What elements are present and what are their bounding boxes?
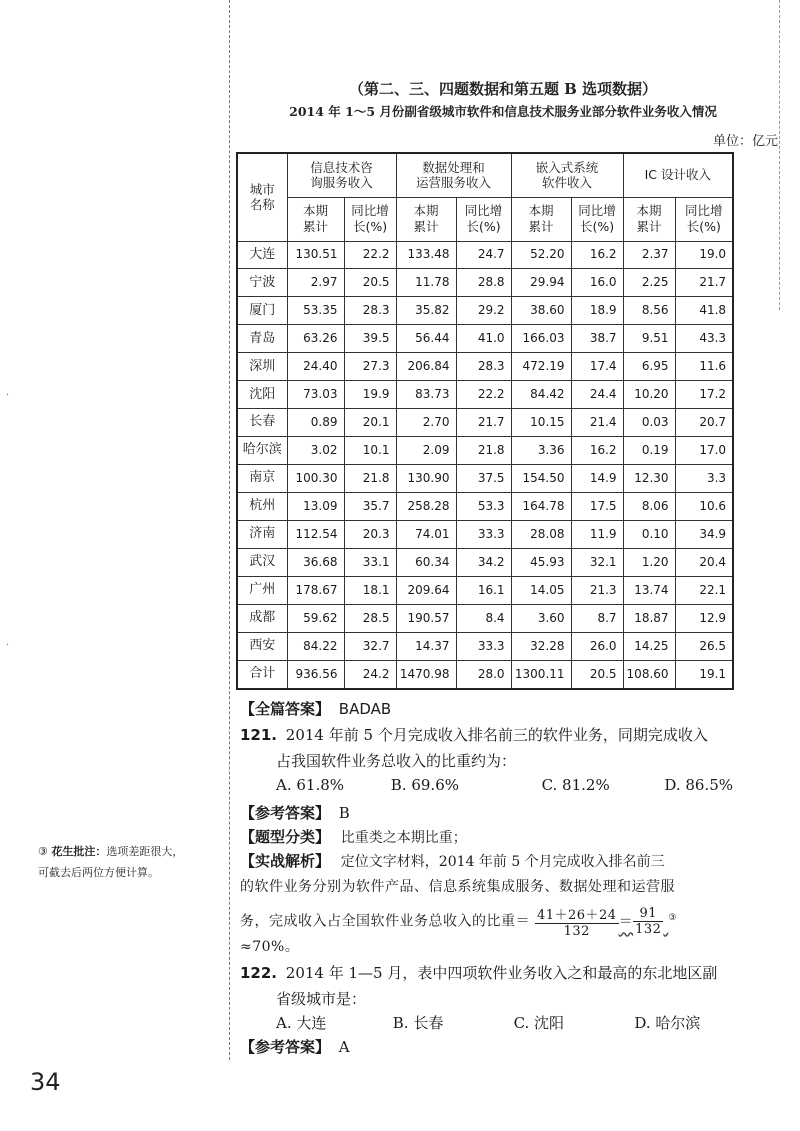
table-row xyxy=(237,604,733,632)
q121-number: 121. xyxy=(240,726,278,744)
cumulative-cell: 936.56 xyxy=(287,660,344,689)
cumulative-cell: 10.15 xyxy=(511,409,571,437)
city-cell: 宁波 xyxy=(237,269,287,297)
table-row xyxy=(237,492,733,520)
yoy-header: 同比增 长(%) xyxy=(571,197,623,241)
cumulative-cell: 3.02 xyxy=(287,437,344,465)
table-row xyxy=(237,381,733,409)
yoy-cell: 11.6 xyxy=(675,353,733,381)
yoy-cell: 26.5 xyxy=(675,632,733,660)
yoy-cell: 28.8 xyxy=(456,269,511,297)
yoy-cell: 27.3 xyxy=(344,353,396,381)
q122-option-b: B. 长春 xyxy=(392,1014,444,1032)
cumulative-cell: 14.25 xyxy=(623,632,675,660)
q121-option-c: C. 81.2% xyxy=(541,776,610,794)
cumulative-cell: 45.93 xyxy=(511,548,571,576)
yoy-cell: 39.5 xyxy=(344,325,396,353)
city-cell: 广州 xyxy=(237,576,287,604)
yoy-cell: 17.0 xyxy=(675,437,733,465)
yoy-header: 同比增 长(%) xyxy=(456,197,511,241)
yoy-cell: 24.7 xyxy=(456,241,511,269)
cumulative-cell: 6.95 xyxy=(623,353,675,381)
table-row xyxy=(237,520,733,548)
yoy-cell: 34.9 xyxy=(675,520,733,548)
q121-stem-line1: 2014 年前 5 个月完成收入排名前三的软件业务，同期完成收入 xyxy=(285,726,708,744)
yoy-cell: 16.2 xyxy=(571,241,623,269)
cumulative-cell: 8.56 xyxy=(623,297,675,325)
cumulative-cell: 472.19 xyxy=(511,353,571,381)
cumulative-cell: 18.87 xyxy=(623,604,675,632)
yoy-cell: 20.1 xyxy=(344,409,396,437)
cumulative-cell: 12.30 xyxy=(623,465,675,493)
yoy-cell: 26.0 xyxy=(571,632,623,660)
cumulative-cell: 206.84 xyxy=(396,353,456,381)
cumulative-cell: 130.90 xyxy=(396,465,456,493)
q122-number: 122. xyxy=(240,964,278,982)
yoy-cell: 3.3 xyxy=(675,465,733,493)
city-cell: 武汉 xyxy=(237,548,287,576)
cumulative-cell: 108.60 xyxy=(623,660,675,689)
cumulative-cell: 36.68 xyxy=(287,548,344,576)
city-cell: 沈阳 xyxy=(237,381,287,409)
yoy-cell: 32.1 xyxy=(571,548,623,576)
revenue-table xyxy=(236,152,734,690)
yoy-cell: 53.3 xyxy=(456,492,511,520)
yoy-cell: 22.1 xyxy=(675,576,733,604)
yoy-cell: 38.7 xyxy=(571,325,623,353)
table-row xyxy=(237,353,733,381)
table-row xyxy=(237,437,733,465)
cumulative-cell: 60.34 xyxy=(396,548,456,576)
group-header-data-processing: 数据处理和 运营服务收入 xyxy=(396,153,511,197)
cumulative-cell: 190.57 xyxy=(396,604,456,632)
note-reference-marker: ③ xyxy=(668,912,677,923)
yoy-cell: 34.2 xyxy=(456,548,511,576)
yoy-cell: 43.3 xyxy=(675,325,733,353)
cumulative-cell: 154.50 xyxy=(511,465,571,493)
cumulative-cell: 178.67 xyxy=(287,576,344,604)
cumulative-cell: 84.42 xyxy=(511,381,571,409)
yoy-cell: 20.5 xyxy=(571,660,623,689)
side-note xyxy=(38,842,223,884)
cumulative-cell: 0.19 xyxy=(623,437,675,465)
cumulative-cell: 59.62 xyxy=(287,604,344,632)
yoy-cell: 21.3 xyxy=(571,576,623,604)
cumulative-cell: 73.03 xyxy=(287,381,344,409)
fraction-1: $\frac{41+26+24}{132}$ xyxy=(535,904,619,939)
q122-reference-answer: 【参考答案】 A xyxy=(240,1038,350,1056)
yoy-cell: 17.4 xyxy=(571,353,623,381)
table-row xyxy=(237,576,733,604)
cumulative-cell: 133.48 xyxy=(396,241,456,269)
table-row xyxy=(237,660,733,689)
q121-question-type: 【题型分类】 比重类之本期比重； xyxy=(240,828,467,846)
full-answer-value: BADAB xyxy=(338,700,392,718)
sub-header-row xyxy=(237,197,733,241)
cumulative-cell: 258.28 xyxy=(396,492,456,520)
margin-rule xyxy=(229,0,230,1060)
cumulative-cell: 28.08 xyxy=(511,520,571,548)
city-cell: 成都 xyxy=(237,604,287,632)
yoy-cell: 24.4 xyxy=(571,381,623,409)
yoy-cell: 18.9 xyxy=(571,297,623,325)
cumulative-cell: 0.89 xyxy=(287,409,344,437)
cumulative-cell: 53.35 xyxy=(287,297,344,325)
yoy-cell: 22.2 xyxy=(344,241,396,269)
side-note-marker: ③ xyxy=(38,845,48,858)
cumulative-cell: 74.01 xyxy=(396,520,456,548)
table-row xyxy=(237,465,733,493)
yoy-cell: 20.5 xyxy=(344,269,396,297)
city-cell: 厦门 xyxy=(237,297,287,325)
q121-option-a: A. 61.8% xyxy=(276,776,345,794)
yoy-cell: 21.4 xyxy=(571,409,623,437)
group-header-ic-design: IC 设计收入 xyxy=(623,153,733,197)
yoy-cell: 21.7 xyxy=(675,269,733,297)
cumulative-cell: 3.36 xyxy=(511,437,571,465)
cumulative-cell: 0.10 xyxy=(623,520,675,548)
side-note-line2: 可截去后两位方便计算。 xyxy=(38,865,159,879)
q122-option-d: D. 哈尔滨 xyxy=(634,1014,701,1032)
full-answer xyxy=(240,698,391,719)
cumulative-cell: 38.60 xyxy=(511,297,571,325)
group-header-consulting: 信息技术咨 询服务收入 xyxy=(287,153,396,197)
yoy-cell: 19.1 xyxy=(675,660,733,689)
cumulative-cell: 209.64 xyxy=(396,576,456,604)
table-row xyxy=(237,548,733,576)
city-cell: 青岛 xyxy=(237,325,287,353)
unit-label: 单位：亿元 xyxy=(712,134,778,149)
cumulative-cell: 83.73 xyxy=(396,381,456,409)
table-title: 2014 年 1～5 月份副省级城市软件和信息技术服务业部分软件业务收入情况 xyxy=(289,104,717,119)
cumulative-cell: 1470.98 xyxy=(396,660,456,689)
yoy-header: 同比增 长(%) xyxy=(344,197,396,241)
table-body xyxy=(237,241,733,689)
cumulative-cell: 29.94 xyxy=(511,269,571,297)
cumulative-cell: 8.06 xyxy=(623,492,675,520)
cumulative-header: 本期 累计 xyxy=(623,197,675,241)
margin-tick: · xyxy=(6,640,10,651)
q121-option-d: D. 86.5% xyxy=(664,776,734,794)
q121-analysis-line1: 【实战解析】 定位文字材料，2014 年前 5 个月完成收入排名前三 xyxy=(240,852,665,870)
side-note-line1: 选项差距很大， xyxy=(106,845,184,858)
yoy-cell: 28.0 xyxy=(456,660,511,689)
yoy-cell: 29.2 xyxy=(456,297,511,325)
yoy-cell: 10.1 xyxy=(344,437,396,465)
cumulative-cell: 2.25 xyxy=(623,269,675,297)
yoy-cell: 11.9 xyxy=(571,520,623,548)
cumulative-cell: 0.03 xyxy=(623,409,675,437)
yoy-header: 同比增 长(%) xyxy=(675,197,733,241)
yoy-cell: 16.0 xyxy=(571,269,623,297)
cumulative-cell: 56.44 xyxy=(396,325,456,353)
cumulative-cell: 14.37 xyxy=(396,632,456,660)
yoy-cell: 28.5 xyxy=(344,604,396,632)
yoy-cell: 33.1 xyxy=(344,548,396,576)
cumulative-cell: 14.05 xyxy=(511,576,571,604)
yoy-cell: 19.0 xyxy=(675,241,733,269)
yoy-cell: 20.3 xyxy=(344,520,396,548)
cumulative-cell: 1300.11 xyxy=(511,660,571,689)
q122-stem xyxy=(240,962,717,983)
cumulative-cell: 2.70 xyxy=(396,409,456,437)
fraction-2: $\frac{91}{132}$ xyxy=(635,906,662,937)
yoy-cell: 32.7 xyxy=(344,632,396,660)
city-cell: 杭州 xyxy=(237,492,287,520)
table-row xyxy=(237,297,733,325)
yoy-cell: 24.2 xyxy=(344,660,396,689)
margin-tick: · xyxy=(6,390,10,401)
cumulative-cell: 2.97 xyxy=(287,269,344,297)
cumulative-header: 本期 累计 xyxy=(511,197,571,241)
yoy-cell: 18.1 xyxy=(344,576,396,604)
yoy-cell: 41.0 xyxy=(456,325,511,353)
table-row xyxy=(237,241,733,269)
city-cell: 长春 xyxy=(237,409,287,437)
table-row xyxy=(237,325,733,353)
yoy-cell: 41.8 xyxy=(675,297,733,325)
yoy-cell: 10.6 xyxy=(675,492,733,520)
cumulative-cell: 2.37 xyxy=(623,241,675,269)
yoy-cell: 8.7 xyxy=(571,604,623,632)
q121-formula: $\frac{41+26+24}{132}$ ＝ $\frac{91}{132}$ xyxy=(536,906,662,939)
corner-header: 城市 名称 xyxy=(237,153,287,241)
cumulative-cell: 35.82 xyxy=(396,297,456,325)
yoy-cell: 33.3 xyxy=(456,520,511,548)
right-margin-rule xyxy=(779,0,780,310)
cumulative-cell: 1.20 xyxy=(623,548,675,576)
q122-stem-line2: 省级城市是： xyxy=(276,990,367,1008)
q121-reference-answer: 【参考答案】 B xyxy=(240,804,350,822)
yoy-cell: 37.5 xyxy=(456,465,511,493)
cumulative-cell: 84.22 xyxy=(287,632,344,660)
city-cell: 深圳 xyxy=(237,353,287,381)
yoy-cell: 20.7 xyxy=(675,409,733,437)
q121-stem-line2: 占我国软件业务总收入的比重约为： xyxy=(276,752,517,770)
cumulative-cell: 63.26 xyxy=(287,325,344,353)
cumulative-cell: 52.20 xyxy=(511,241,571,269)
yoy-cell: 16.1 xyxy=(456,576,511,604)
q122-option-c: C. 沈阳 xyxy=(513,1014,565,1032)
yoy-cell: 12.9 xyxy=(675,604,733,632)
city-cell: 南京 xyxy=(237,465,287,493)
q121-options xyxy=(276,776,733,794)
q121-stem xyxy=(240,724,708,745)
yoy-cell: 35.7 xyxy=(344,492,396,520)
cumulative-cell: 10.20 xyxy=(623,381,675,409)
cumulative-cell: 164.78 xyxy=(511,492,571,520)
cumulative-cell: 130.51 xyxy=(287,241,344,269)
city-cell: 哈尔滨 xyxy=(237,437,287,465)
cumulative-cell: 11.78 xyxy=(396,269,456,297)
yoy-cell: 17.5 xyxy=(571,492,623,520)
yoy-cell: 16.2 xyxy=(571,437,623,465)
cumulative-cell: 2.09 xyxy=(396,437,456,465)
group-header-embedded: 嵌入式系统 软件收入 xyxy=(511,153,623,197)
cumulative-cell: 166.03 xyxy=(511,325,571,353)
table-row xyxy=(237,632,733,660)
yoy-cell: 14.9 xyxy=(571,465,623,493)
yoy-cell: 21.8 xyxy=(344,465,396,493)
city-cell: 济南 xyxy=(237,520,287,548)
full-answer-label: 【全篇答案】 xyxy=(240,700,331,718)
cumulative-cell: 112.54 xyxy=(287,520,344,548)
q122-option-a: A. 大连 xyxy=(276,1014,327,1032)
q122-options xyxy=(276,1012,700,1033)
table-row xyxy=(237,409,733,437)
yoy-cell: 8.4 xyxy=(456,604,511,632)
cumulative-cell: 13.09 xyxy=(287,492,344,520)
cumulative-cell: 24.40 xyxy=(287,353,344,381)
cumulative-cell: 9.51 xyxy=(623,325,675,353)
cumulative-cell: 13.74 xyxy=(623,576,675,604)
city-cell: 西安 xyxy=(237,632,287,660)
q121-analysis-line2: 的软件业务分别为软件产品、信息系统集成服务、数据处理和运营服 xyxy=(240,879,675,895)
yoy-cell: 21.7 xyxy=(456,409,511,437)
q121-approx: ≈70%。 xyxy=(240,939,300,955)
yoy-cell: 33.3 xyxy=(456,632,511,660)
yoy-cell: 22.2 xyxy=(456,381,511,409)
q122-stem-line1: 2014 年 1—5 月，表中四项软件业务收入之和最高的东北地区副 xyxy=(285,964,718,982)
city-cell: 合计 xyxy=(237,660,287,689)
table-row xyxy=(237,269,733,297)
cumulative-cell: 100.30 xyxy=(287,465,344,493)
yoy-cell: 28.3 xyxy=(456,353,511,381)
cumulative-cell: 3.60 xyxy=(511,604,571,632)
section-title: （第二、三、四题数据和第五题 B 选项数据） xyxy=(348,80,658,98)
yoy-cell: 21.8 xyxy=(456,437,511,465)
q121-analysis-line3: 务，完成收入占全国软件业务总收入的比重＝ $\frac{41+26+24}{132}$ ＝ $\frac{91}{132}$ ③ xyxy=(240,906,677,939)
yoy-cell: 19.9 xyxy=(344,381,396,409)
cumulative-cell: 32.28 xyxy=(511,632,571,660)
page-number: 34 xyxy=(30,1068,61,1096)
yoy-cell: 20.4 xyxy=(675,548,733,576)
city-cell: 大连 xyxy=(237,241,287,269)
q121-option-b: B. 69.6% xyxy=(390,776,459,794)
yoy-cell: 28.3 xyxy=(344,297,396,325)
yoy-cell: 17.2 xyxy=(675,381,733,409)
side-note-head: 花生批注： xyxy=(51,845,107,858)
cumulative-header: 本期 累计 xyxy=(396,197,456,241)
cumulative-header: 本期 累计 xyxy=(287,197,344,241)
